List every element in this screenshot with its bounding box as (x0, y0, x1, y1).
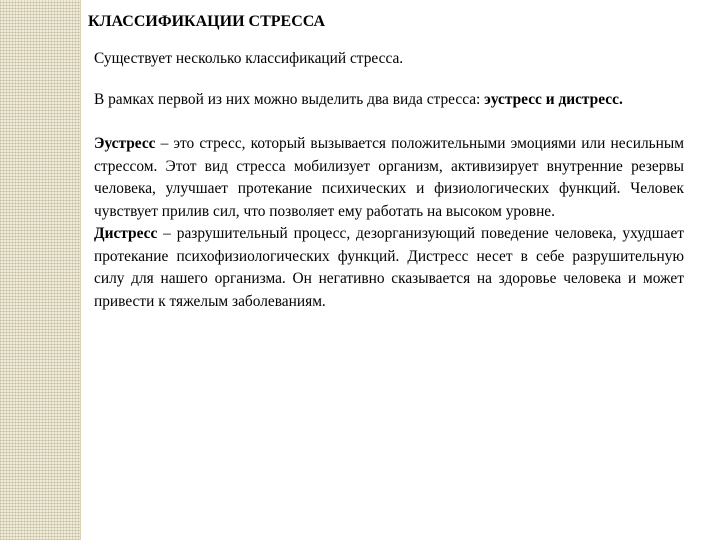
eustress-text: – это стресс, который вызывается положительными эмоциями или несильным стрессом. Этот вид стресса мобилизует организм, активизирует внутренние резервы человека, улучшает протекание психических и физиологических функций. Человек чувствует прилив сил, что позволяет ему работать на высоком уровне. (94, 135, 684, 220)
slide-title: КЛАССИФИКАЦИИ СТРЕССА (88, 13, 326, 30)
slide-content (88, 10, 684, 313)
term-eustress: эустресс (484, 90, 542, 108)
distress-term: Дистресс (94, 225, 158, 242)
eustress-term: Эустресс (94, 135, 156, 152)
term-distress: дистресс (558, 90, 619, 108)
types-end: . (618, 90, 623, 108)
stress-types-paragraph (94, 89, 684, 112)
distress-paragraph (94, 223, 684, 313)
types-connector: и (541, 90, 559, 108)
distress-text: – разрушительный процесс, дезорганизующий поведение человека, ухудшает протекание психофизиологических функций. Дистресс несет в себе разрушительную силу для нашего организма. Он негативно сказывается на здоровье человека и может привести к тяжелым заболеваниям. (94, 225, 684, 310)
side-strip-border (80, 0, 81, 540)
eustress-paragraph (94, 133, 684, 223)
intro-paragraph: Существует несколько классификаций стресса. (94, 50, 404, 67)
decorative-side-strip (0, 0, 80, 540)
types-text: В рамках первой из них можно выделить два вида стресса: (94, 90, 485, 108)
